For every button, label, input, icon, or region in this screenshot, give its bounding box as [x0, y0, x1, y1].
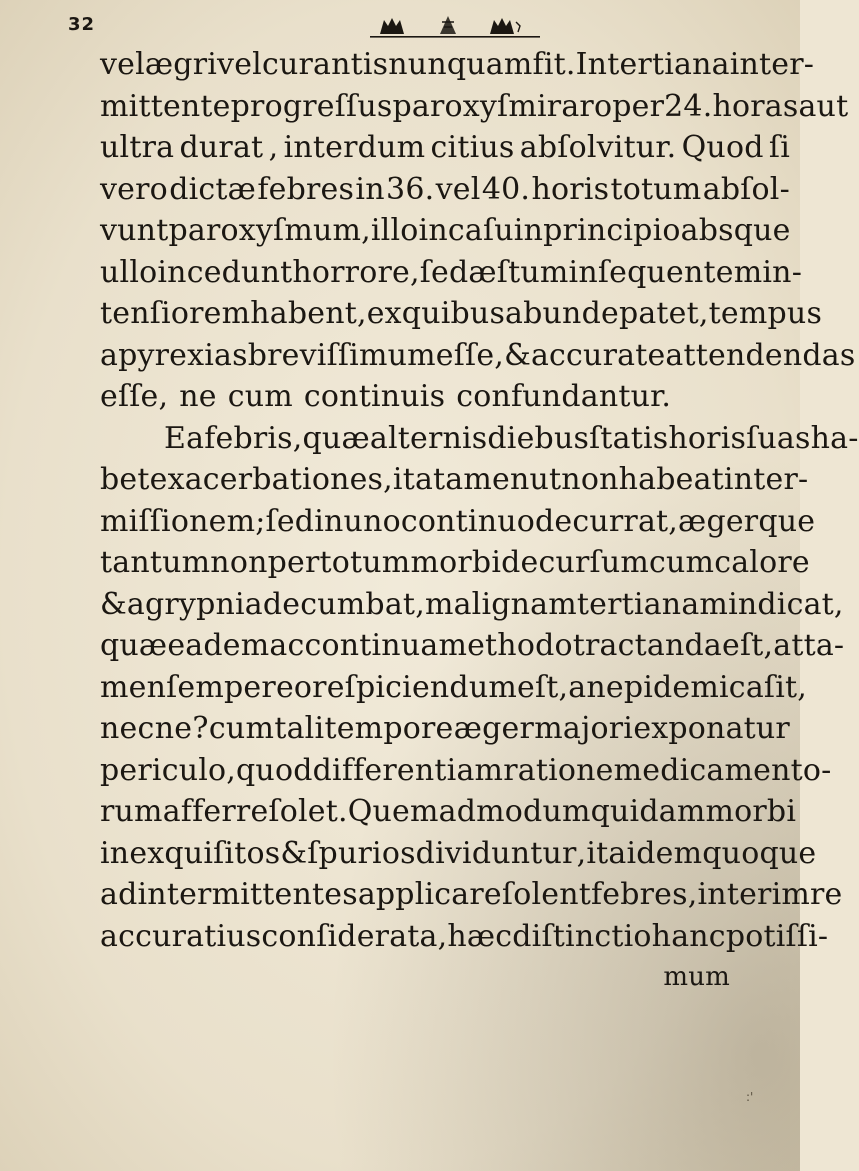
word: eo: [275, 669, 313, 705]
text-line: [100, 791, 797, 833]
word: atta-: [773, 628, 845, 663]
word: durat: [179, 130, 264, 165]
word: morbi: [705, 794, 797, 829]
word: ægerque: [678, 503, 816, 539]
word: epidemica: [605, 669, 764, 705]
word: per: [612, 88, 665, 124]
word: reſpiciendum: [312, 669, 517, 705]
word: confundantur.: [456, 379, 672, 414]
word: horrore: [292, 254, 410, 290]
word: ſit: [763, 669, 798, 705]
word: absque: [680, 213, 791, 248]
word: ſed: [265, 503, 315, 539]
word: tantum: [100, 545, 211, 580]
word: febres: [257, 171, 355, 207]
word: methodo: [438, 628, 573, 663]
word: quæ: [302, 420, 370, 456]
word: horas: [712, 88, 799, 124]
word: tempus: [708, 296, 823, 331]
word: quibus: [401, 296, 506, 331]
word: ha-: [810, 420, 859, 456]
word: abſol-: [702, 171, 790, 207]
word: dividuntur: [415, 835, 577, 871]
word: febres: [590, 877, 688, 912]
wall-tower-ornament-icon: [370, 12, 540, 42]
word: morbi: [410, 545, 502, 580]
word: diebus: [487, 420, 590, 456]
word: ratione: [503, 752, 614, 788]
text-line: [100, 459, 809, 501]
word: interdum: [283, 130, 426, 165]
word: ſuas: [746, 420, 811, 456]
word: fit.: [532, 47, 576, 82]
text-line: [100, 210, 790, 252]
word: quidam: [590, 794, 706, 829]
word: cum: [649, 545, 715, 580]
word: applicare: [357, 877, 502, 912]
word: ultra: [100, 130, 175, 165]
word: in: [418, 213, 448, 248]
word: ne: [154, 711, 193, 746]
word: ad: [100, 877, 138, 912]
word: medicamento-: [613, 752, 832, 788]
word: ,: [415, 586, 425, 622]
word: accurate: [530, 337, 666, 373]
catchword-line: [100, 957, 790, 999]
word: ,: [687, 877, 698, 912]
word: exponatur: [633, 711, 790, 746]
word: habeat: [618, 462, 724, 497]
word: exquiſitos: [129, 835, 281, 871]
word: tenſiorem: [100, 296, 251, 331]
word: ac: [269, 628, 305, 663]
word: vero: [100, 171, 168, 207]
paragraph-start-line: [100, 418, 859, 460]
word: diſtinctio: [512, 918, 652, 954]
word: continuo: [400, 503, 535, 539]
word: æſtum: [468, 254, 569, 290]
word: citius: [430, 130, 515, 165]
word: principio: [543, 213, 681, 248]
word: &: [100, 586, 127, 622]
word: ſpurios: [307, 835, 416, 871]
word: rum: [100, 794, 163, 829]
text-line: [100, 293, 823, 335]
word: alternis: [369, 420, 488, 456]
word: accuratius: [100, 918, 262, 954]
text-line: [100, 750, 832, 792]
word: Quod: [681, 130, 764, 165]
word: vel: [217, 47, 262, 82]
word: dictæ: [169, 171, 257, 207]
word: ,: [698, 296, 709, 331]
word: Ea: [164, 420, 205, 456]
word: agrypnia: [126, 586, 263, 622]
word: uno: [343, 503, 401, 539]
word: inter-: [723, 462, 809, 497]
main-text: [100, 44, 859, 999]
word: Quemadmodum: [347, 794, 591, 829]
word: interim: [697, 877, 811, 912]
word: aut: [798, 88, 849, 124]
word: eſſe,: [100, 379, 169, 414]
word: raro: [546, 88, 613, 124]
word: bet: [100, 462, 150, 497]
word: calore: [714, 545, 810, 580]
word: 36.: [386, 171, 435, 207]
word: eſſe,: [435, 337, 505, 373]
word: hæc: [447, 918, 513, 954]
word: ut: [529, 462, 562, 497]
text-line: [100, 252, 803, 294]
word: ,: [226, 752, 237, 788]
word: an: [568, 669, 606, 705]
text-line: [100, 376, 790, 418]
word: vel: [100, 47, 145, 82]
word: progreſſus: [230, 88, 393, 124]
word: ſolent: [501, 877, 591, 912]
word: in: [355, 171, 385, 207]
word: eadem: [167, 628, 270, 663]
word: afferre: [162, 794, 269, 829]
word: ?: [192, 711, 209, 746]
word: cum: [208, 711, 275, 746]
word: majori: [534, 711, 634, 746]
word: per: [267, 545, 320, 580]
word: æger: [453, 711, 535, 746]
word: hanc: [651, 918, 726, 954]
word: quod: [236, 752, 313, 788]
word: in-: [762, 254, 803, 290]
page-header: [0, 8, 800, 48]
word: ,: [409, 254, 420, 290]
text-line: [100, 542, 810, 584]
word: indicat,: [728, 586, 844, 622]
text-line: [100, 501, 816, 543]
word: cum: [227, 379, 293, 414]
word: re: [810, 877, 843, 912]
word: horis: [668, 420, 747, 456]
word: in: [100, 835, 130, 871]
word: in: [513, 213, 544, 248]
word: abſolvitur.: [519, 130, 677, 165]
text-line: [100, 667, 808, 709]
word: caſu: [447, 213, 514, 248]
text-line: [100, 833, 817, 875]
text-line: [100, 625, 845, 667]
word: ita: [392, 462, 434, 497]
word: ne: [179, 379, 217, 414]
word: curantis: [261, 47, 389, 82]
word: vunt: [100, 213, 169, 248]
word: exacerbationes: [149, 462, 384, 497]
word: 40.: [481, 171, 531, 207]
word: quoque: [702, 835, 817, 871]
word: ;: [255, 503, 266, 539]
word: eſt,: [517, 669, 569, 705]
word: ,: [383, 462, 393, 497]
word: decurrat,: [535, 503, 679, 539]
text-line: [100, 44, 815, 86]
word: tempore: [324, 711, 454, 746]
word: breviſſimum: [247, 337, 436, 373]
word: in: [314, 503, 344, 539]
word: intermittentes: [137, 877, 358, 912]
word: ſi: [768, 130, 790, 165]
word: paroxyſmi: [392, 88, 547, 124]
word: febris,: [204, 420, 303, 456]
word: totum: [610, 171, 702, 207]
word: incedunt: [157, 254, 293, 290]
word: illo: [370, 213, 419, 248]
word: ægri: [144, 47, 218, 82]
text-line: [100, 127, 790, 169]
word: abunde: [505, 296, 619, 331]
word: &: [280, 835, 308, 871]
text-line: [100, 86, 849, 128]
word: ,: [576, 835, 587, 871]
word: men: [100, 669, 167, 705]
word: ullo: [100, 254, 158, 290]
word: horis: [531, 171, 610, 207]
word: tertiana: [607, 47, 730, 82]
word: ſemper: [166, 669, 276, 705]
word: tertianam: [576, 586, 729, 622]
word: ſolet.: [268, 794, 348, 829]
text-line: [100, 335, 856, 377]
word: inter-: [729, 47, 815, 82]
word: potiſſi-: [725, 918, 829, 954]
word: 24.: [664, 88, 713, 124]
word: non: [210, 545, 268, 580]
word: inſequentem: [568, 254, 763, 290]
word: tractanda: [572, 628, 722, 663]
word: quæ: [100, 628, 168, 663]
word: habent,: [250, 296, 367, 331]
word: paroxyſmum: [168, 213, 362, 248]
word: mittente: [100, 88, 231, 124]
word: patet: [618, 296, 699, 331]
word: vel: [435, 171, 481, 207]
text-line: [100, 874, 843, 916]
word: ſed: [419, 254, 469, 290]
word: idem: [626, 835, 703, 871]
word: non: [561, 462, 619, 497]
word: periculo: [100, 752, 227, 788]
word: malignam: [424, 586, 577, 622]
word: continuis: [303, 379, 446, 414]
word: ſtatis: [589, 420, 669, 456]
word: conſiderata,: [261, 918, 448, 954]
word: continua: [304, 628, 439, 663]
catchword: mum: [663, 962, 730, 992]
text-line: [100, 169, 790, 211]
word: totum: [319, 545, 411, 580]
word: ,: [268, 130, 279, 165]
word: In: [575, 47, 608, 82]
word: tamen: [433, 462, 530, 497]
word: decurſum: [501, 545, 650, 580]
text-line: [100, 916, 829, 958]
word: &: [504, 337, 531, 373]
text-line: [100, 584, 844, 626]
text-line: [100, 708, 790, 750]
word: eſt,: [722, 628, 774, 663]
word: tali: [274, 711, 325, 746]
word: differentiam: [312, 752, 504, 788]
word: decumbat: [262, 586, 416, 622]
page-number: 32: [68, 14, 96, 35]
word: attendendas: [665, 337, 856, 373]
word: ,: [797, 669, 808, 705]
word: ita: [586, 835, 627, 871]
word: apyrexias: [100, 337, 248, 373]
word: ex: [366, 296, 402, 331]
word: nunquam: [388, 47, 533, 82]
word: miſſionem: [100, 503, 256, 539]
word: ,: [361, 213, 371, 248]
page-blemish: :': [746, 1090, 754, 1104]
word: nec: [100, 711, 155, 746]
